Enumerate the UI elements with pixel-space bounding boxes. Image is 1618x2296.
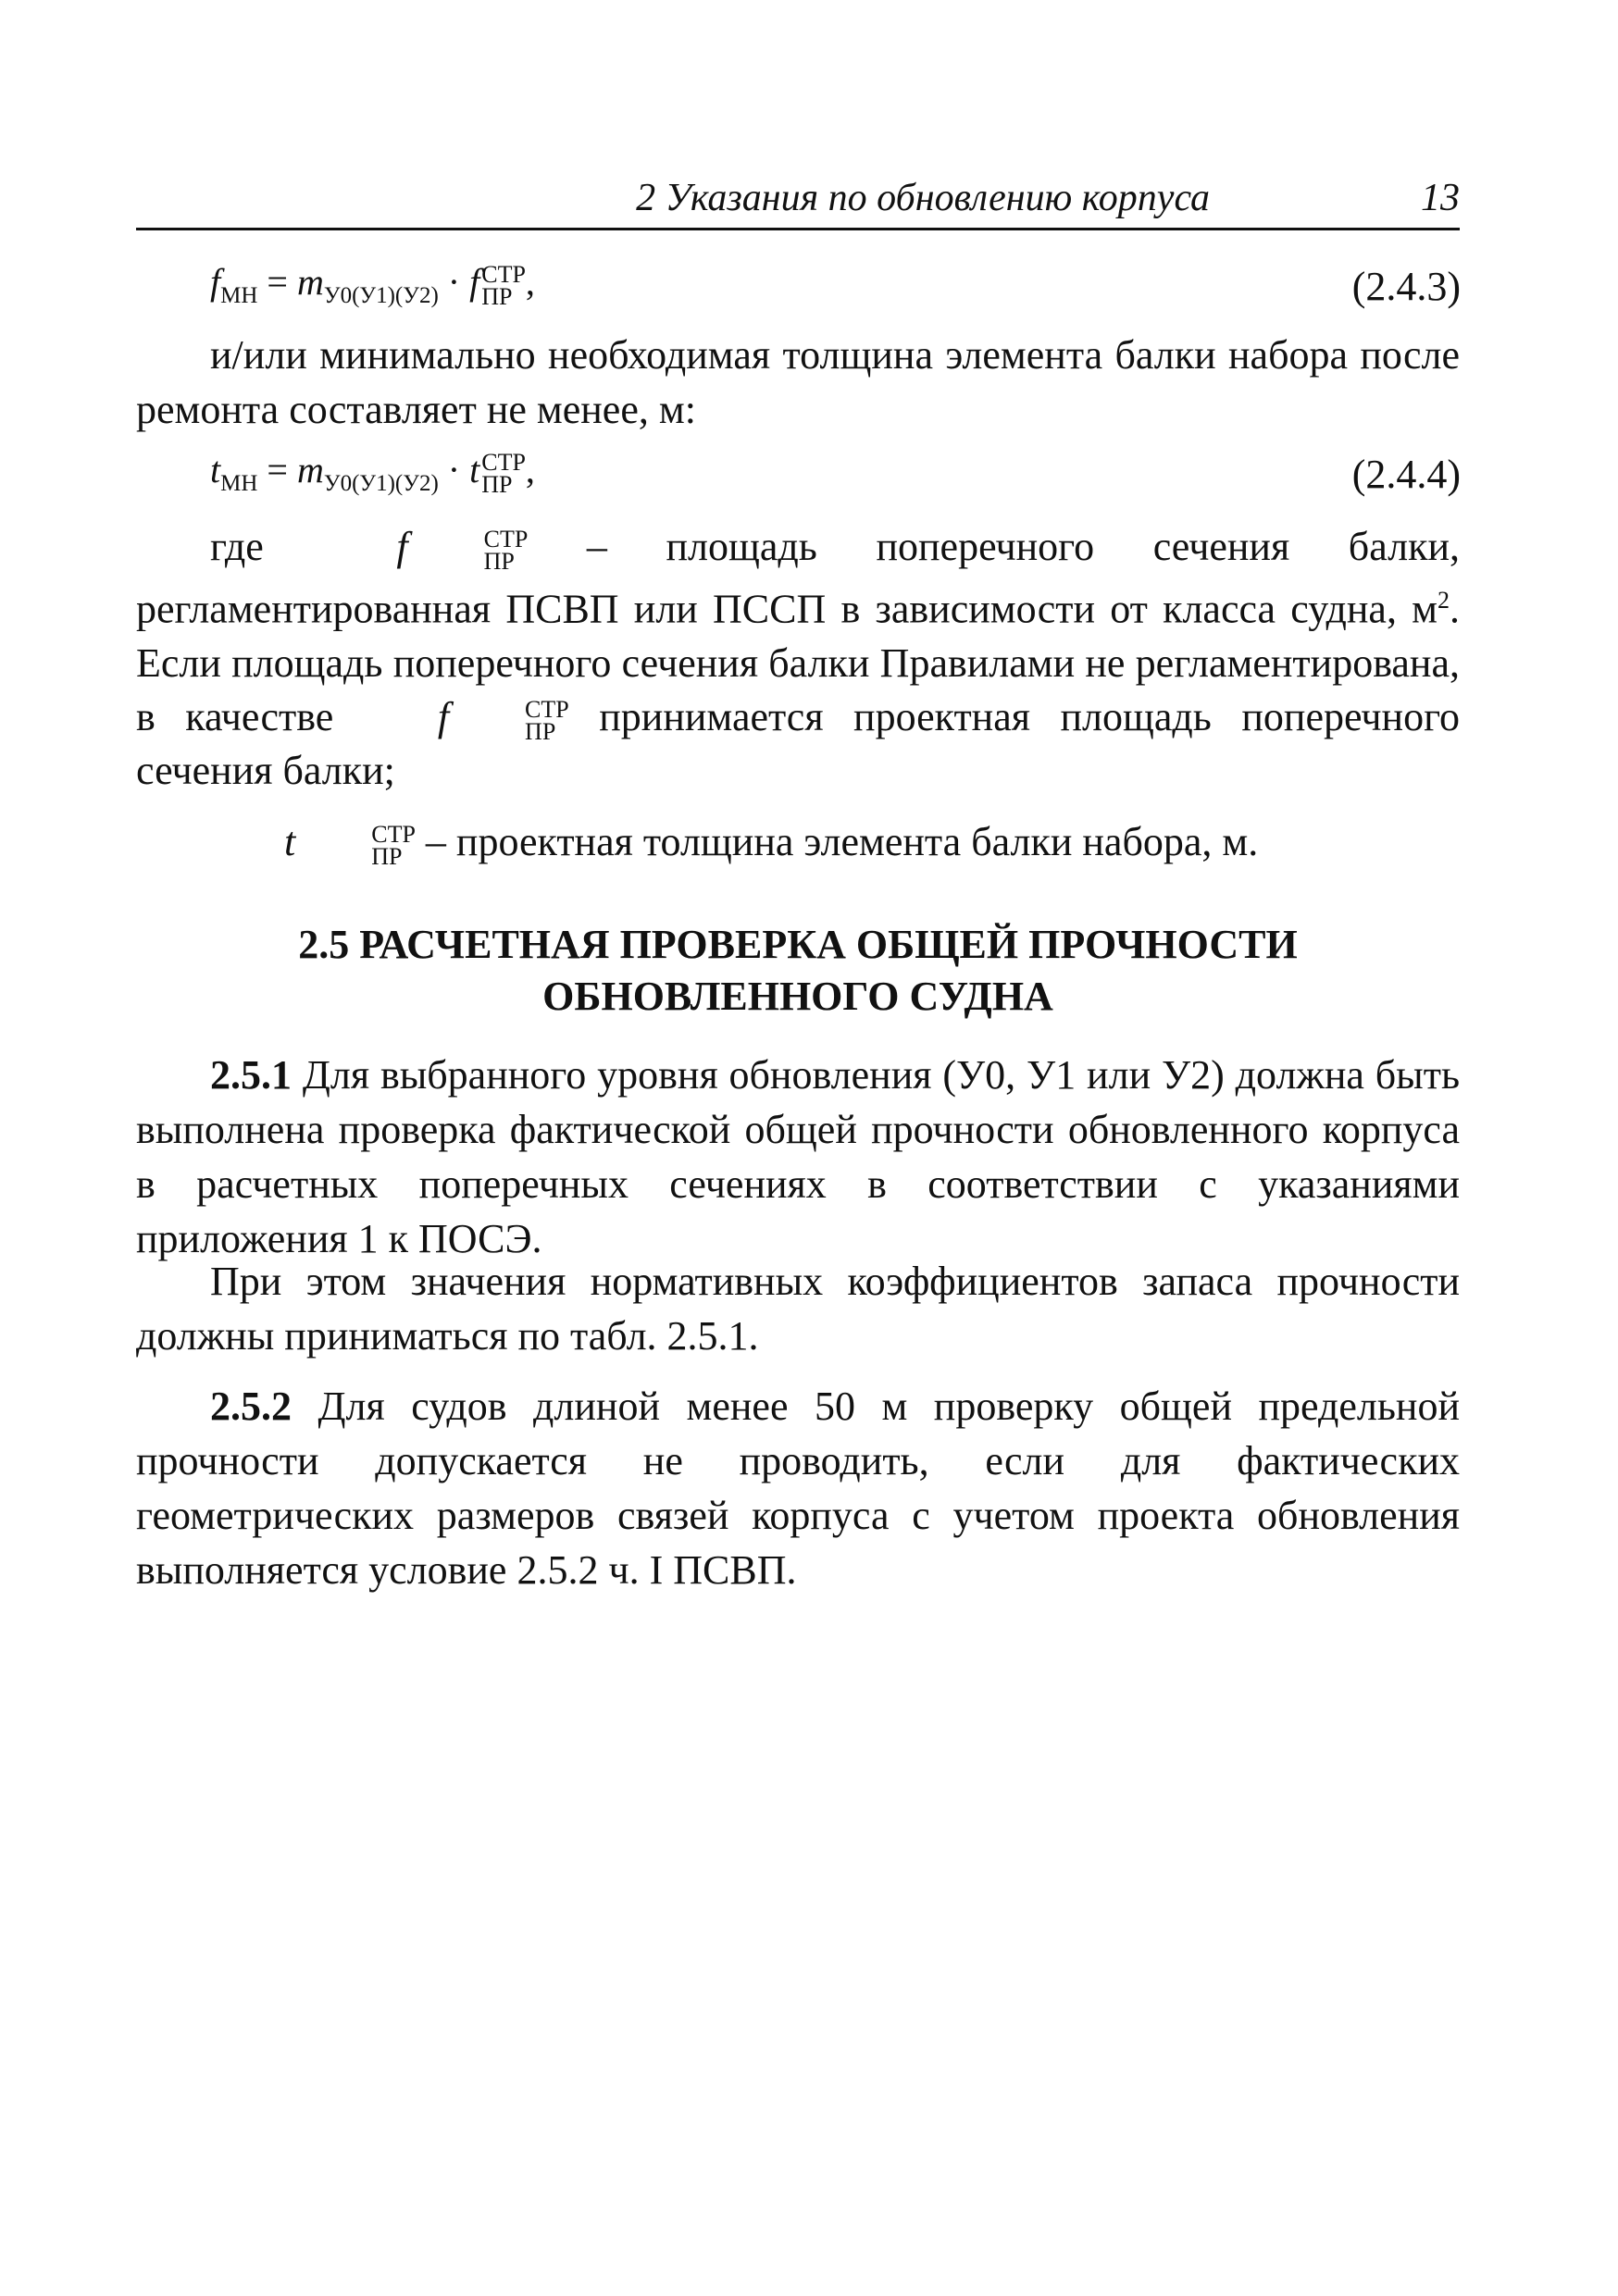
section-heading-line1: 2.5 РАСЧЕТНАЯ ПРОВЕРКА ОБЩЕЙ ПРОЧНОСТИ — [298, 922, 1298, 967]
section-heading — [136, 919, 1460, 1023]
definition-f: где f СТР ПР – площадь поперечного сечения балки, регламентированная ПСВП или ПССП в зависимости от класса судна, $м^2$. Если площадь поперечного сечения балки Правилами не регламентирована, в качестве f СТР ПР принимается проектная площадь поперечного сечения балки; — [136, 524, 1461, 793]
clause-number-2-5-1: 2.5.1 — [210, 1052, 292, 1098]
running-header — [136, 172, 1460, 230]
formula-2-4-3: $f_{МН} = m_{У0(У1)(У2)} \cdot f$ СТР ПР , — [210, 260, 535, 310]
paragraph-2-5-1: 2.5.1 Для выбранного уровня обновления (У0, У1 или У2) должна быть выполнена проверка фактической общей прочности обновленного корпуса в расчетных поперечных сечениях в соответствии с указаниями приложения 1 к ПОСЭ. — [136, 1052, 1461, 1261]
clause-number-2-5-2: 2.5.2 — [210, 1384, 292, 1429]
definition-t: t СТР ПР – проектная толщина элемента балки набора, м. — [284, 819, 1259, 870]
equation-number-2-4-4: (2.4.4) — [1351, 452, 1461, 497]
section-heading-line2: ОБНОВЛЕННОГО СУДНА — [542, 974, 1053, 1019]
header-title: 2 Указания по обновлению корпуса — [636, 177, 1210, 219]
paragraph-min-thickness: и/или минимально необходимая толщина элемента балки набора после ремонта составляет не менее, м: — [136, 332, 1460, 432]
formula-2-4-4: $t_{МН} = m_{У0(У1)(У2)} \cdot t$ СТР ПР , — [210, 448, 535, 498]
page-number: 13 — [1421, 177, 1460, 219]
equation-number-2-4-3: (2.4.3) — [1351, 264, 1461, 309]
paragraph-2-5-2: 2.5.2 Для судов длиной менее 50 м проверку общей предельной прочности допускается не проводить, если для фактических геометрических размеров связей корпуса с учетом проекта обновления выполняется условие 2.5.2 ч. I ПСВП. — [136, 1384, 1461, 1593]
paragraph-2-5-1-extra: При этом значения нормативных коэффициентов запаса прочности должны приниматься по табл. 2.5.1. — [136, 1259, 1460, 1359]
